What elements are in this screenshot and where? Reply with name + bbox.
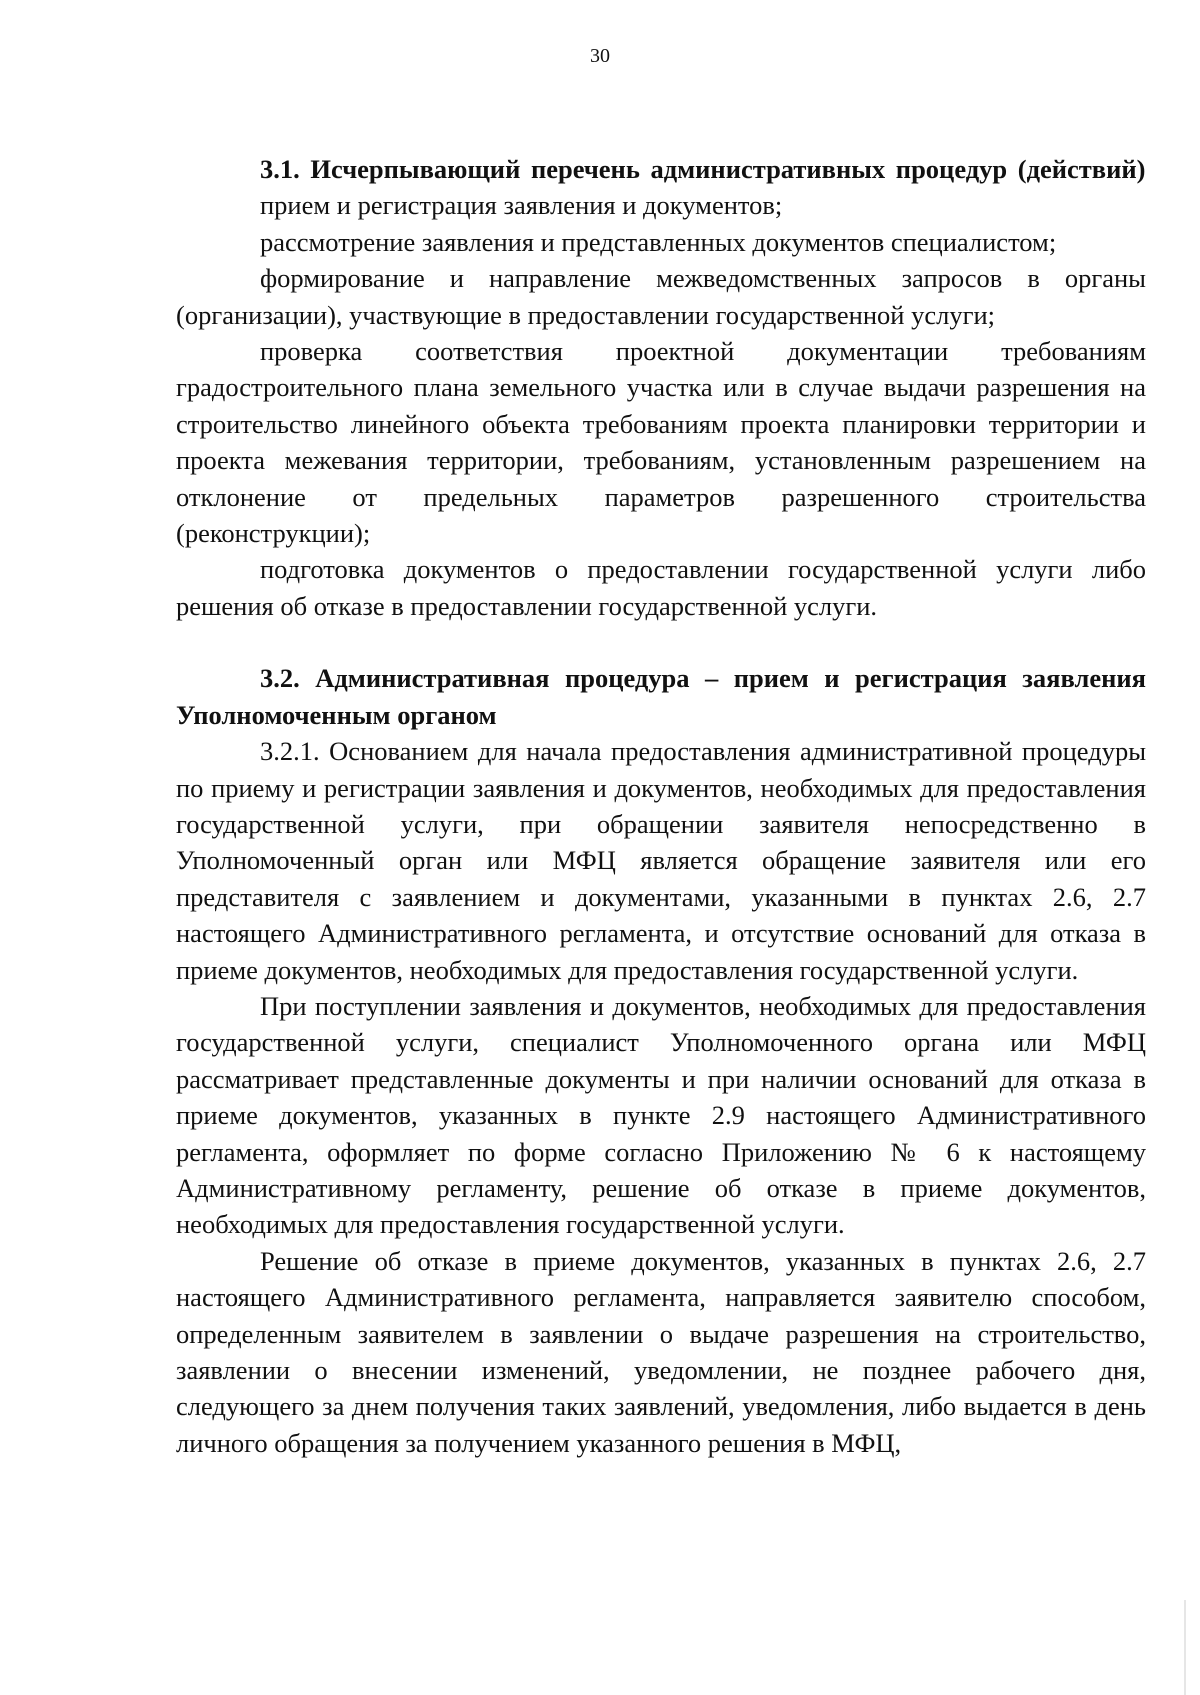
section-3-2-heading: 3.2. Административная процедура – прием и регистрация заявления Уполномоченным органом	[176, 663, 1146, 730]
section-3-2-paragraph: При поступлении заявления и документов, необходимых для предоставления государственной услуги, специалист Уполномоченного органа или МФЦ рассматривает представленные документы и при наличии оснований для отказа в приеме документов, указанных в пункте 2.9 настоящего Административного регламента, оформляет по форме согласно Приложению № 6 к настоящему Административному регламенту, решение об отказе в приеме документов, необходимых для предоставления государственной услуги.	[176, 990, 1146, 1240]
document-body	[176, 151, 1146, 1461]
page-number: 30	[590, 45, 610, 67]
section-3-1-item: рассмотрение заявления и представленных документов специалистом;	[260, 226, 1057, 257]
section-3-1-item: прием и регистрация заявления и документов;	[260, 190, 783, 221]
section-3-1-item: подготовка документов о предоставлении государственной услуги либо решения об отказе в предоставлении государственной услуги.	[176, 554, 1146, 621]
section-3-2-paragraph: Решение об отказе в приеме документов, указанных в пунктах 2.6, 2.7 настоящего Административного регламента, направляется заявителю способом, определенным заявителем в заявлении о выдаче разрешения на строительство, заявлении о внесении изменений, уведомлении, не позднее рабочего дня, следующего за днем получения таких заявлений, уведомления, либо выдается в день личного обращения за получением указанного решения в МФЦ,	[176, 1245, 1146, 1458]
section-gap	[176, 624, 1146, 660]
section-3-1-heading: 3.1. Исчерпывающий перечень административных процедур (действий)	[260, 154, 1146, 184]
scan-edge-mark	[1184, 1600, 1186, 1695]
section-3-1-item: формирование и направление межведомственных запросов в органы (организации), участвующие в предоставлении государственной услуги;	[176, 263, 1146, 330]
section-3-1-item: проверка соответствия проектной документации требованиям градостроительного плана земельного участка или в случае выдачи разрешения на строительство линейного объекта требованиям проекта планировки территории и проекта межевания территории, требованиям, установленным разрешением на отклонение от предельных параметров разрешенного строительства (реконструкции);	[176, 336, 1146, 549]
section-3-2-paragraph: 3.2.1. Основанием для начала предоставления административной процедуры по приему и регистрации заявления и документов, необходимых для предоставления государственной услуги, при обращении заявителя непосредственно в Уполномоченный орган или МФЦ является обращение заявителя или его представителя с заявлением и документами, указанными в пунктах 2.6, 2.7 настоящего Административного регламента, и отсутствие оснований для отказа в приеме документов, необходимых для предоставления государственной услуги.	[176, 736, 1146, 985]
